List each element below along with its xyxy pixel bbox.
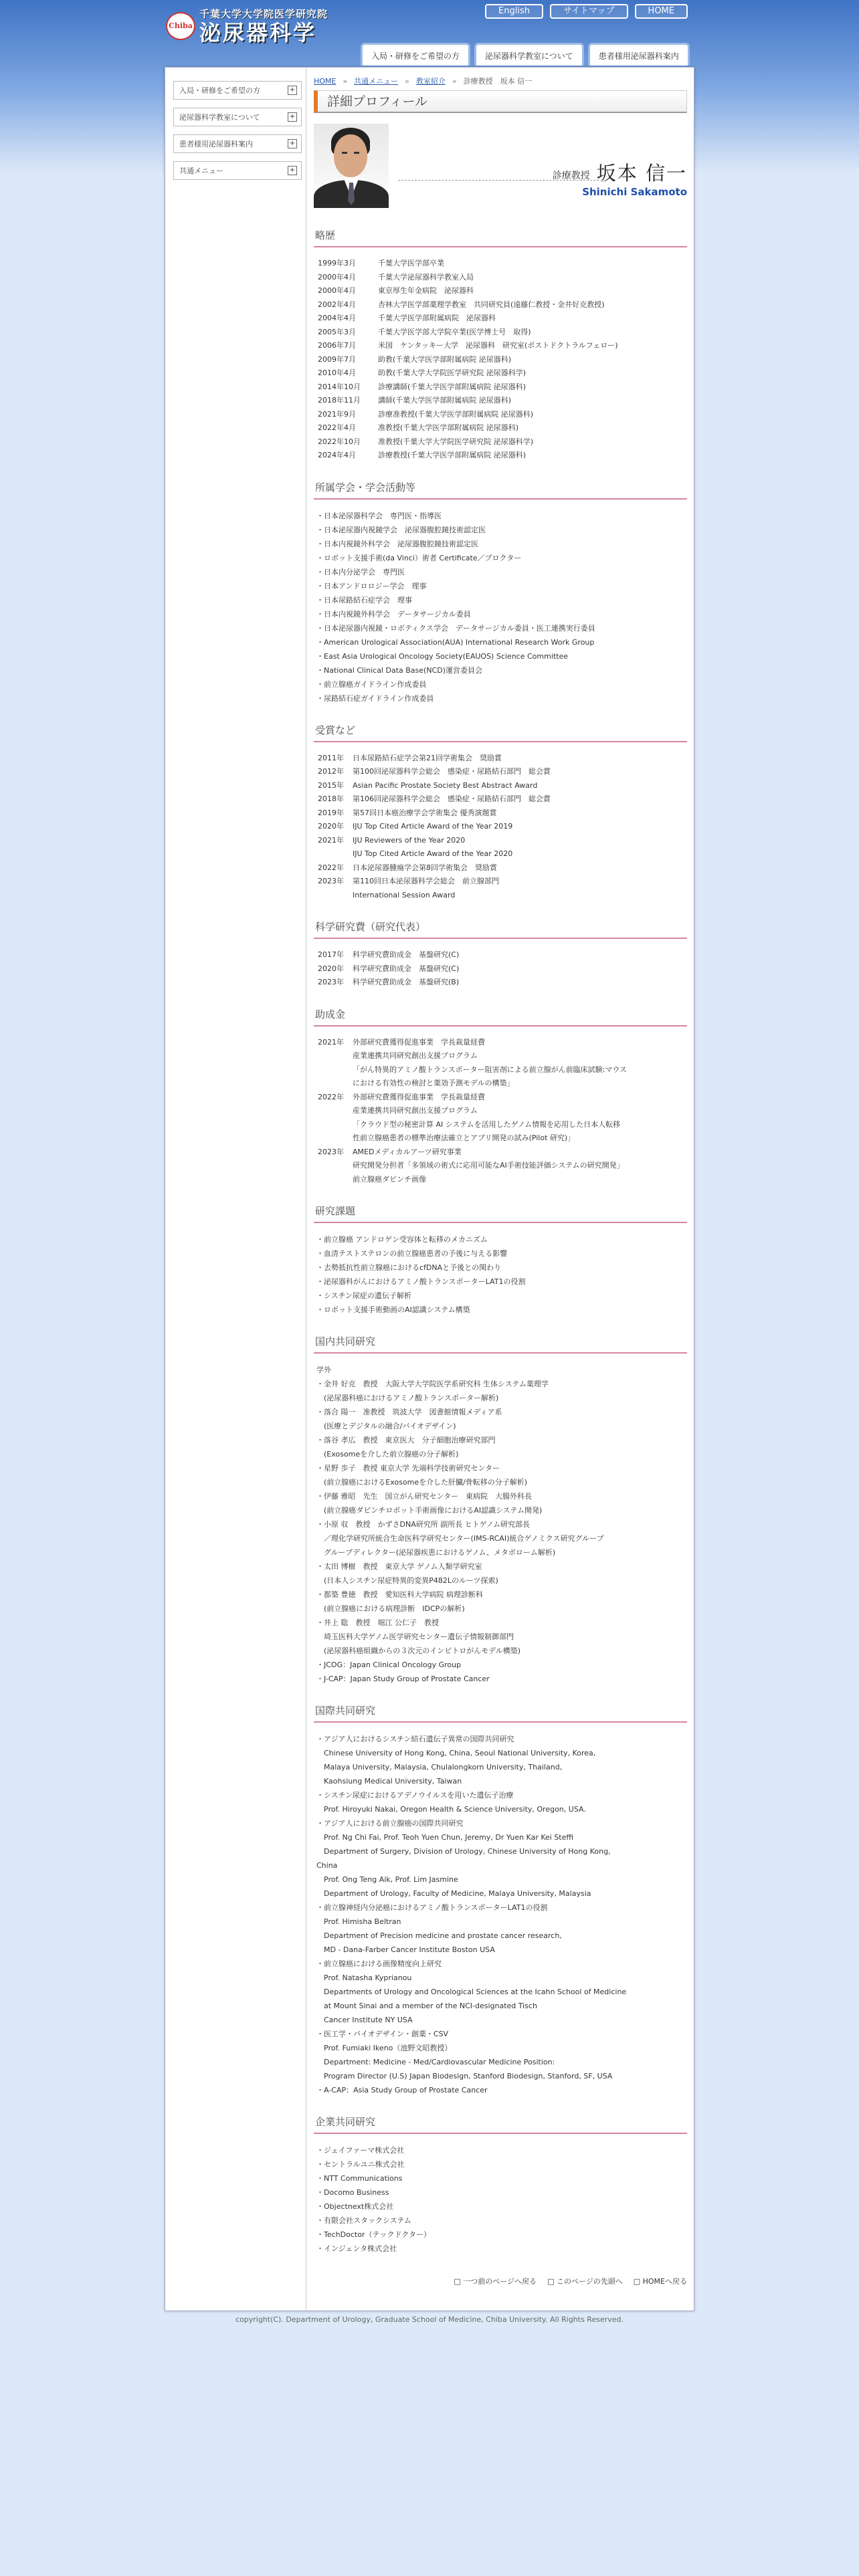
item-date: [318, 1077, 353, 1091]
item-text: 助教(千葉大学医学部附属病院 泌尿器科): [378, 354, 512, 364]
page-footer-nav: [454, 2276, 687, 2286]
university-logo-icon: Chiba: [166, 12, 195, 40]
item-text: 第110回日本泌尿器科学会総会 前立腺部門: [353, 877, 499, 885]
item-text: における有効性の検討と薬効予測モデルの構築」: [353, 1079, 514, 1087]
item-date: [318, 1173, 353, 1187]
item-date: 2009年7月: [318, 354, 356, 364]
list-item: [314, 1091, 687, 1105]
item-date: 2000年4月: [318, 272, 356, 282]
list-item: Department of Urology, Faculty of Medicine, Malaya University, Malaysia: [316, 1889, 591, 1898]
list-item: ・前立腺癌における画像精度向上研究: [316, 1959, 442, 1968]
list-item: ・伊藤 雅昭 先生 国立がん研究センター 東病院 大腸外科長: [316, 1492, 533, 1501]
item-date: [318, 889, 353, 903]
list-item: [314, 353, 687, 367]
list-item: MD - Dana-Farber Cancer Institute Boston USA: [316, 1945, 495, 1954]
page-title: 詳細プロフィール: [314, 90, 687, 113]
list-item: ・J-CAP：Japan Study Group of Prostate Cancer: [316, 1675, 490, 1683]
topics-list: [314, 1223, 687, 1317]
item-text: 診療准教授(千葉大学医学部附属病院 泌尿器科): [378, 409, 534, 419]
item-date: 2024年4月: [318, 451, 356, 459]
list-item: Prof. Ng Chi Fai, Prof. Teoh Yuen Chun, Jeremy, Dr Yuen Kar Kei Steffi: [316, 1833, 574, 1842]
list-item: Departments of Urology and Oncological Sciences at the Icahn School of Medicine: [316, 1988, 627, 1996]
list-item: (Exosomeを介した前立腺癌の分子解析): [316, 1450, 459, 1459]
list-item: ・尿路結石症ガイドライン作成委員: [316, 693, 434, 703]
english-button[interactable]: English: [485, 4, 543, 19]
home-button[interactable]: HOME: [635, 4, 688, 19]
item-text: 外部研究費獲得促進事業 学長裁量経費: [353, 1037, 485, 1047]
page-frame: [165, 0, 694, 2324]
list-item: [314, 765, 687, 779]
list-item: Prof. Hiroyuki Nakai, Oregon Health & Science University, Oregon, USA.: [316, 1805, 586, 1814]
list-item: [314, 820, 687, 834]
item-text: 日本尿路結石症学会第21回学術集会 奨励賞: [353, 753, 502, 762]
back-link[interactable]: □ 一つ前のページへ戻る: [454, 2277, 537, 2286]
item-text: 千葉大学医学部大学院卒業(医学博士号 取得): [378, 327, 531, 336]
list-item: Cancer Institute NY USA: [316, 2016, 413, 2024]
item-date: 2010年4月: [318, 368, 356, 377]
item-date: 2006年7月: [318, 341, 356, 350]
list-item: [314, 847, 687, 861]
item-date: [318, 1118, 353, 1132]
list-item: [314, 834, 687, 848]
item-date: [318, 1049, 353, 1063]
list-item: [314, 394, 687, 408]
item-text: 「がん特異的アミノ酸トランスポーター阻害剤による前立腺がん前臨床試験:マウス: [353, 1065, 628, 1074]
awards-list: [314, 742, 687, 903]
list-item: (前立腺癌における病理診断 IDCPの解析): [316, 1604, 465, 1613]
list-item: Prof. Himisha Beltran: [316, 1917, 401, 1926]
list-item: [314, 298, 687, 312]
item-date: 2022年4月: [318, 423, 356, 432]
gnav-tab-patients[interactable]: 患者様用泌尿器科案内: [588, 43, 690, 66]
list-item: [314, 421, 687, 435]
list-item: Department of Surgery, Division of Urology, Chinese University of Hong Kong,: [316, 1847, 611, 1856]
list-item: (泌尿器科癌組織からの３次元のインビトロがんモデル構築): [316, 1646, 521, 1655]
list-item: [314, 339, 687, 353]
profile-header: [314, 124, 687, 211]
list-item: ・日本泌尿器内視鏡・ロボティクス学会 データサージカル委員・医工連携実行委員: [316, 623, 595, 633]
list-item: [314, 435, 687, 449]
list-item: ・日本泌尿器内視鏡学会 泌尿器腹腔鏡技術認定医: [316, 525, 486, 534]
list-item: ・都築 豊徳 教授 愛知医科大学病院 病理診断科: [316, 1590, 483, 1599]
corporate-collab-list: [314, 2134, 687, 2256]
page-top-link[interactable]: □ このページの先頭へ: [547, 2277, 623, 2286]
breadcrumb-current: 診療教授 坂本 信一: [463, 77, 533, 86]
item-text: 産業連携共同研究創出支援プログラム: [353, 1106, 478, 1115]
list-item: Department: Medicine - Med/Cardiovascular Medicine Position:: [316, 2058, 555, 2066]
list-item: ・ロボット支援手術動画のAI認識システム構築: [316, 1305, 470, 1314]
list-item: ・前立腺癌 アンドロゲン受容体と転移のメカニズム: [316, 1235, 488, 1244]
grants-list: [314, 939, 687, 990]
list-item: [314, 1173, 687, 1187]
list-item: [314, 257, 687, 271]
item-text: 前立腺癌ダビンチ画像: [353, 1174, 426, 1184]
sidebar-item-common-menu[interactable]: [173, 161, 302, 180]
item-date: 2005年3月: [318, 327, 356, 336]
list-item: ・有限会社スタックシステム: [316, 2216, 411, 2225]
item-text: International Session Award: [353, 890, 456, 899]
item-date: [318, 847, 353, 861]
list-item: ・太田 博樹 教授 東京大学 ゲノム人類学研究室: [316, 1562, 482, 1571]
item-date: 2011年: [318, 753, 344, 762]
sidebar: [173, 81, 302, 188]
sidebar-item-recruitment[interactable]: [173, 81, 302, 100]
plus-box-icon: +: [288, 139, 297, 148]
copyright: copyright(C). Department of Urology, Graduate School of Medicine, Chiba University. All Rights Reserved.: [235, 2315, 624, 2324]
list-item: (前立腺癌ダビンチロボット手術画像におけるAI認識システム開発): [316, 1506, 543, 1515]
list-item: [314, 326, 687, 340]
item-date: 2002年4月: [318, 300, 356, 309]
list-item: ・前立腺癌ガイドライン作成委員: [316, 679, 427, 689]
item-text: Asian Pacific Prostate Society Best Abstract Award: [353, 780, 538, 790]
list-item: (泌尿器科癌におけるアミノ酸トランスポーター解析): [316, 1394, 499, 1402]
list-item: ・Objectnext株式会社: [316, 2202, 394, 2211]
item-text: 東京厚生年金病院 泌尿器科: [378, 286, 474, 295]
sidebar-item-label: 共通メニュー: [179, 167, 223, 175]
sitemap-button[interactable]: サイトマップ: [550, 4, 628, 19]
item-text: 診療講師(千葉大学医学部附属病院 泌尿器科): [378, 382, 527, 391]
list-item: ・East Asia Urological Oncology Society(EAUOS) Science Committee: [316, 651, 569, 661]
list-item: [314, 366, 687, 381]
section-heading-grants: 科学研究費（研究代表）: [314, 920, 687, 939]
item-text: 産業連携共同研究創出支援プログラム: [353, 1051, 478, 1060]
section-heading-topics: 研究課題: [314, 1204, 687, 1223]
list-item: [314, 408, 687, 422]
list-item: [314, 779, 687, 793]
sidebar-item-about[interactable]: [173, 108, 302, 126]
profile-name-en: Shinichi Sakamoto: [582, 186, 687, 198]
item-text: IJU Reviewers of the Year 2020: [353, 835, 466, 845]
section-heading-funding: 助成金: [314, 1007, 687, 1027]
plus-box-icon: +: [288, 166, 297, 175]
list-item: ・星野 歩子 教授 東京大学 先端科学技術研究センター: [316, 1464, 500, 1473]
list-item: at Mount Sinai and a member of the NCI-designated Tisch: [316, 2002, 537, 2010]
item-text: 杏林大学医学部薬理学教室 共同研究員(遠藤仁教授・金井好克教授): [378, 300, 605, 309]
site-logo[interactable]: [166, 7, 328, 45]
item-date: 2018年: [318, 794, 344, 803]
item-text: 「クラウド型の秘密計算 AI システムを活用したゲノム情報を応用した日本人転移: [353, 1119, 621, 1129]
list-item: ・アジア人における前立腺癌の国際共同研究: [316, 1819, 464, 1828]
list-item: 埼玉医科大学ゲノム医学研究センター遺伝子情報制御部門: [316, 1632, 514, 1641]
list-item: [314, 1036, 687, 1050]
item-date: 2014年10月: [318, 382, 361, 391]
breadcrumb-common-menu[interactable]: 共通メニュー: [354, 77, 399, 86]
list-item: Prof. Fumiaki Ikeno（池野文昭教授）: [316, 2044, 452, 2052]
list-item: [314, 1159, 687, 1173]
list-item: ・血清テストステロンの前立腺癌患者の予後に与える影響: [316, 1249, 508, 1258]
list-item: ・セントラルユニ株式会社: [316, 2160, 405, 2169]
institution-name: 千葉大学大学院医学研究院: [199, 8, 328, 20]
list-item: ・前立腺神経内分泌癌におけるアミノ酸トランスポーターLAT1の役割: [316, 1903, 548, 1912]
item-text: 准教授(千葉大学大学院医学研究院 泌尿器科学): [378, 437, 534, 446]
list-item: [314, 962, 687, 976]
list-item: [314, 271, 687, 285]
list-item: ・泌尿器科がんにおけるアミノ酸トランスポーターLAT1の役割: [316, 1277, 526, 1286]
item-date: 2021年: [318, 1037, 344, 1047]
list-item: ・落合 陽一 准教授 筑波大学 図書館情報メディア系: [316, 1408, 502, 1416]
item-date: 2022年10月: [318, 437, 361, 446]
item-text: AMEDメディカルアーツ研究事業: [353, 1147, 462, 1156]
list-item: [314, 1118, 687, 1132]
list-item: [314, 875, 687, 889]
item-text: 科学研究費助成金 基盤研究(C): [353, 950, 460, 959]
sidebar-item-label: 泌尿器科学教室について: [179, 113, 260, 122]
list-item: Kaohsiung Medical University, Taiwan: [316, 1777, 462, 1786]
list-item: ・National Clinical Data Base(NCD)運営委員会: [316, 665, 483, 675]
item-date: [318, 1063, 353, 1077]
item-text: 日本泌尿器腫瘍学会第8回学術集会 奨励賞: [353, 863, 497, 872]
sidebar-item-patients[interactable]: [173, 134, 302, 153]
list-item: ・アジア人におけるシスチン結石遺伝子異常の国際共同研究: [316, 1735, 514, 1743]
list-item: (日本人シスチン尿症特異的変異P482Lのルーツ探索): [316, 1576, 498, 1585]
section-heading-awards: 受賞など: [314, 723, 687, 742]
list-item: [314, 449, 687, 463]
item-text: 研究開発分担者「多領域の術式に応用可能なAI手術技能評価システムの研究開発」: [353, 1161, 624, 1170]
item-date: 2018年11月: [318, 396, 361, 405]
domestic-collab-list: [314, 1354, 687, 1686]
list-item: [314, 948, 687, 962]
list-item: ・TechDoctor（テックドクター）: [316, 2230, 432, 2239]
item-date: 2020年: [318, 964, 344, 973]
list-item: ・日本泌尿器科学会 専門医・指導医: [316, 511, 442, 520]
plus-box-icon: +: [288, 112, 297, 122]
plus-box-icon: +: [288, 86, 297, 95]
list-item: China: [316, 1861, 338, 1870]
list-item: ・日本内視鏡外科学会 泌尿器腹腔鏡技術認定医: [316, 539, 478, 548]
list-item: [314, 976, 687, 990]
item-date: 2023年: [318, 877, 344, 885]
item-date: [318, 1159, 353, 1173]
item-date: 2017年: [318, 950, 344, 959]
sidebar-item-label: 患者様用泌尿器科案内: [179, 140, 253, 148]
item-date: 2004年4月: [318, 314, 356, 322]
item-text: 助教(千葉大学大学院医学研究院 泌尿器科学): [378, 368, 527, 377]
item-text: 外部研究費獲得促進事業 学長裁量経費: [353, 1092, 485, 1101]
section-heading-career: 略歴: [314, 228, 687, 247]
profile-position: 診療教授: [552, 171, 590, 181]
site-header: [165, 0, 694, 67]
list-item: [314, 312, 687, 326]
item-date: [318, 1104, 353, 1118]
profile-photo: [314, 124, 389, 208]
item-text: 診療教授(千葉大学医学部附属病院 泌尿器科): [378, 451, 527, 459]
funding-list: [314, 1027, 687, 1187]
breadcrumb: HOME » 共通メニュー » 教室紹介 » 診療教授 坂本 信一: [314, 77, 533, 86]
list-item: [314, 1132, 687, 1146]
list-item: ・ロボット支援手術(da Vinci）術者 Certificate／プロクター: [316, 553, 522, 562]
item-date: 2023年: [318, 978, 344, 986]
item-text: 米国 ケンタッキー大学 泌尿器科 研究室(ポストドクトラルフェロー): [378, 341, 618, 350]
item-text: 第106回泌尿器科学会総会 感染症・尿路結石部門 総会賞: [353, 794, 551, 803]
department-name: 泌尿器科学: [199, 20, 317, 45]
list-item: [314, 1146, 687, 1160]
list-item: ・Docomo Business: [316, 2188, 389, 2197]
logo-text: [199, 7, 328, 45]
item-text: 准教授(千葉大学医学部附属病院 泌尿器科): [378, 423, 519, 432]
list-item: ・金井 好克 教授 大阪大学大学院医学系研究科 生体システム薬理学: [316, 1380, 549, 1388]
item-text: IJU Top Cited Article Award of the Year 2019: [353, 822, 513, 831]
list-item: ・ジェイファーマ株式会社: [316, 2146, 405, 2155]
list-item: [314, 1077, 687, 1091]
list-item: ・井上 聡 教授 堀江 公仁子 教授: [316, 1618, 439, 1627]
list-item: (医療とデジタルの融合/バイオデザイン): [316, 1422, 456, 1430]
list-item: ・JCOG：Japan Clinical Oncology Group: [316, 1660, 462, 1669]
item-date: 2021年: [318, 835, 344, 845]
list-item: ・日本内分泌学会 専門医: [316, 567, 405, 576]
international-collab-list: [314, 1723, 687, 2097]
item-date: 2000年4月: [318, 286, 356, 295]
list-item: [314, 1104, 687, 1118]
list-item: ・インジェンタ株式会社: [316, 2244, 397, 2253]
section-heading-international: 国際共同研究: [314, 1703, 687, 1723]
content-panel: [165, 67, 694, 2311]
item-date: 1999年3月: [318, 259, 356, 267]
item-text: 講師(千葉大学医学部附属病院 泌尿器科): [378, 396, 512, 405]
item-text: 第57回日本癌治療学会学術集会 優秀演題賞: [353, 808, 497, 817]
utility-nav: [485, 4, 688, 19]
breadcrumb-home[interactable]: HOME: [314, 77, 337, 86]
list-item: 学外: [316, 1366, 331, 1374]
list-item: (前立腺癌におけるExosomeを介した肝臓/骨転移の分子解析): [316, 1478, 528, 1487]
list-item: ・日本尿路結石症学会 理事: [316, 595, 412, 605]
item-text: 性前立腺癌患者の標準治療法確立とアプリ開発の試み(Pilot 研究)」: [353, 1134, 575, 1142]
section-heading-domestic: 国内共同研究: [314, 1334, 687, 1354]
item-text: 千葉大学泌尿器科学教室入局: [378, 272, 474, 282]
list-item: ・A-CAP：Asia Study Group of Prostate Cancer: [316, 2086, 488, 2095]
section-heading-societies: 所属学会・学会活動等: [314, 480, 687, 500]
item-date: 2015年: [318, 780, 344, 790]
list-item: ・去勢抵抗性前立腺癌におけるcfDNAと予後との関わり: [316, 1263, 502, 1272]
list-item: Program Director (U.S) Japan Biodesign, Stanford Biodesign, Stanford, SF, USA: [316, 2072, 613, 2080]
list-item: Department of Precision medicine and prostate cancer research,: [316, 1931, 562, 1940]
profile-name-block: [553, 158, 687, 198]
list-item: Malaya University, Malaysia, Chulalongkorn University, Thailand,: [316, 1763, 563, 1772]
list-item: ・医工学・バイオデザイン・創薬・CSV: [316, 2030, 449, 2038]
list-item: [314, 381, 687, 395]
breadcrumb-dept-intro[interactable]: 教室紹介: [415, 77, 446, 86]
home-link[interactable]: □ HOMEへ戻る: [633, 2277, 687, 2286]
item-text: 千葉大学医学部卒業: [378, 259, 444, 267]
item-date: [318, 1132, 353, 1146]
item-date: 2019年: [318, 808, 344, 817]
list-item: Prof. Ong Teng Aik, Prof. Lim Jasmine: [316, 1875, 458, 1884]
item-date: 2021年9月: [318, 409, 356, 419]
list-item: ・落谷 孝広 教授 東京医大 分子細胞治療研究部門: [316, 1436, 496, 1444]
item-text: 第100回泌尿器科学会総会 感染症・尿路結石部門 総会賞: [353, 767, 551, 776]
gnav-tab-about[interactable]: 泌尿器科学教室について: [474, 43, 584, 66]
main-content: [314, 68, 687, 2256]
section-heading-corporate: 企業共同研究: [314, 2115, 687, 2134]
item-text: 科学研究費助成金 基盤研究(C): [353, 964, 460, 973]
global-nav: [361, 43, 690, 66]
item-date: 2022年: [318, 1092, 344, 1101]
list-item: [314, 1063, 687, 1077]
list-item: ・シスチン尿症におけるアデノウイルスを用いた遺伝子治療: [316, 1791, 514, 1800]
list-item: ・American Urological Association(AUA) International Research Work Group: [316, 637, 595, 647]
item-date: 2012年: [318, 767, 344, 776]
list-item: [314, 284, 687, 298]
list-item: ・シスチン尿症の遺伝子解析: [316, 1291, 411, 1300]
list-item: ・日本アンドロロジー学会 理事: [316, 581, 427, 591]
list-item: ・小原 収 教授 かずさDNA研究所 副所長 ヒトゲノム研究部長: [316, 1520, 530, 1529]
list-item: [314, 861, 687, 875]
list-item: ・日本内視鏡外科学会 データサージカル委員: [316, 609, 471, 619]
item-date: 2023年: [318, 1147, 344, 1156]
societies-list: [314, 500, 687, 706]
list-item: ・NTT Communications: [316, 2174, 403, 2183]
list-item: [314, 1049, 687, 1063]
gnav-tab-recruitment[interactable]: 入局・研修をご希望の方: [361, 43, 470, 66]
profile-name-ja: 坂本 信一: [596, 162, 687, 185]
item-text: 科学研究費助成金 基盤研究(B): [353, 978, 460, 986]
list-item: Prof. Natasha Kyprianou: [316, 1973, 412, 1982]
career-list: [314, 247, 687, 463]
item-text: IJU Top Cited Article Award of the Year 2020: [353, 849, 513, 858]
item-date: 2020年: [318, 822, 344, 831]
item-text: 千葉大学医学部附属病院 泌尿器科: [378, 314, 496, 322]
sidebar-item-label: 入局・研修をご希望の方: [179, 86, 260, 95]
list-item: グループディレクター(泌尿器疾患におけるゲノム、メタボローム解析): [316, 1548, 556, 1557]
list-item: Chinese University of Hong Kong, China, Seoul National University, Korea,: [316, 1749, 596, 1757]
list-item: ／理化学研究所統合生命医科学研究センター(IMS-RCAI)統合ゲノミクス研究グループ: [316, 1534, 604, 1543]
list-item: [314, 752, 687, 766]
list-item: [314, 889, 687, 903]
item-date: 2022年: [318, 863, 344, 872]
list-item: [314, 792, 687, 807]
list-item: [314, 807, 687, 821]
